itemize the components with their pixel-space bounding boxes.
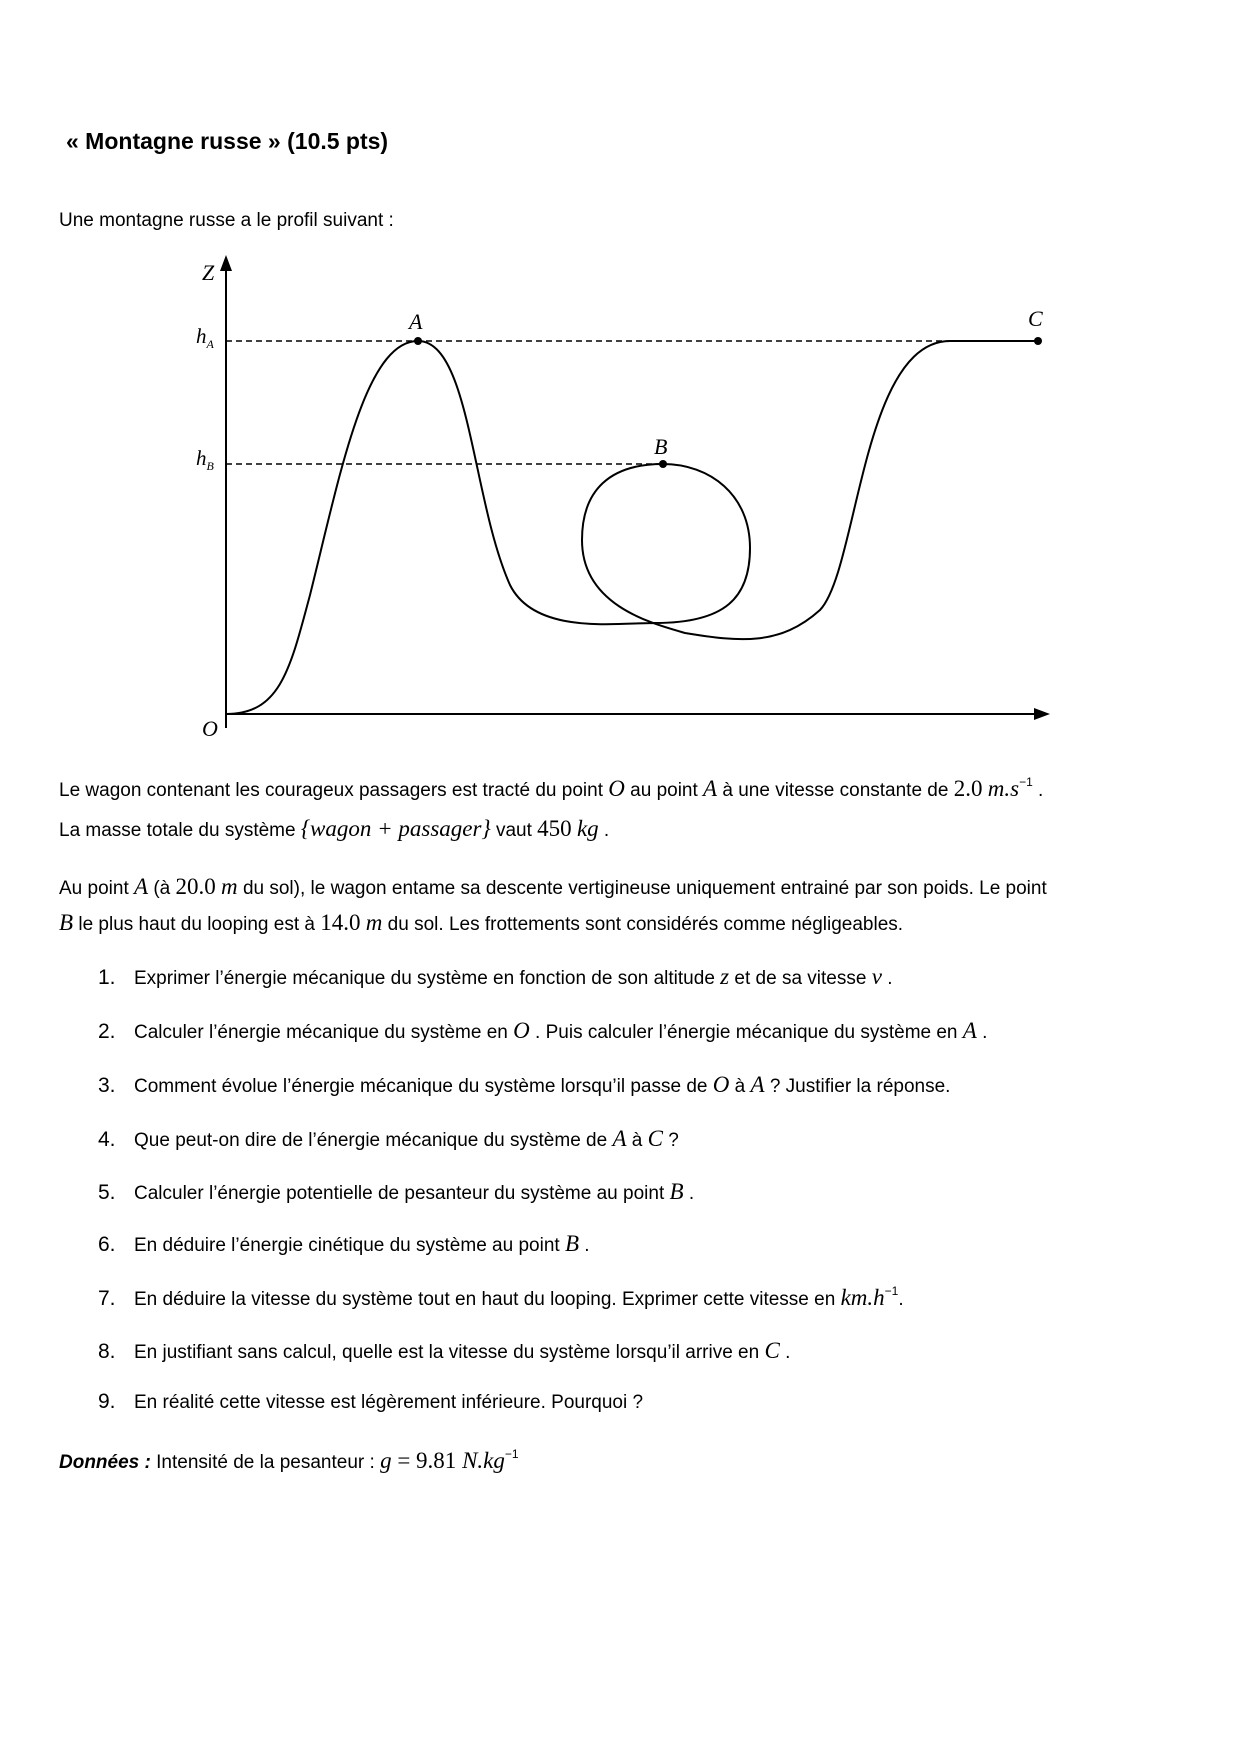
h-b-label: $h_B$ [196, 446, 214, 473]
paragraph-towing: Le wagon contenant les courageux passagers est tracté du point O au point A à une vitesse constante de 2.0 $m.s^{-1}$ . [59, 774, 1044, 801]
z-axis-arrow [220, 255, 232, 271]
question-4: 4. Que peut-on dire de l’énergie mécanique du système de A à C ? [98, 1126, 679, 1151]
data-section: Données : Intensité de la pesanteur : g = 9.81 $N.kg^{-1}$ [59, 1446, 519, 1473]
track-curve [226, 341, 1038, 714]
roller-coaster-diagram [180, 250, 1060, 750]
point-c-label: C [1028, 306, 1043, 331]
point-a-dot [414, 337, 422, 345]
question-9: 9. En réalité cette vitesse est légèrement inférieure. Pourquoi ? [98, 1390, 644, 1413]
question-2: 2. Calculer l’énergie mécanique du système en O . Puis calculer l’énergie mécanique du système en A . [98, 1018, 988, 1043]
question-1: 1. Exprimer l’énergie mécanique du système en fonction de son altitude z et de sa vitesse v . [98, 964, 893, 989]
question-5: 5. Calculer l’énergie potentielle de pesanteur du système au point B . [98, 1179, 695, 1204]
data-label: Données : [59, 1452, 151, 1473]
point-b-dot [659, 460, 667, 468]
point-b-label: B [654, 434, 668, 459]
z-axis-label: Z [202, 260, 215, 285]
point-a-label: A [409, 309, 423, 334]
question-7: 7. En déduire la vitesse du système tout en haut du looping. Exprimer cette vitesse en $km.h^{-1}$. [98, 1283, 904, 1310]
paragraph-looping: B le plus haut du looping est à 14.0 m du sol. Les frottements sont considérés comme négligeables. [59, 910, 904, 935]
question-3: 3. Comment évolue l’énergie mécanique du système lorsqu’il passe de O à A ? Justifier la réponse. [98, 1072, 951, 1097]
intro-text: Une montagne russe a le profil suivant : [59, 210, 394, 231]
h-a-label: $h_A$ [196, 324, 214, 351]
question-8: 8. En justifiant sans calcul, quelle est la vitesse du système lorsqu’il arrive en C . [98, 1338, 791, 1363]
point-c-dot [1034, 337, 1042, 345]
question-6: 6. En déduire l’énergie cinétique du système au point B . [98, 1231, 590, 1256]
paragraph-descent: Au point A (à 20.0 m du sol), le wagon entame sa descente vertigineuse uniquement entrainé par son poids. Le point [59, 874, 1047, 899]
paragraph-mass: La masse totale du système {wagon + passager} vaut 450 kg . [59, 816, 610, 841]
x-axis-arrow [1034, 708, 1050, 720]
exercise-title: « Montagne russe » (10.5 pts) [66, 128, 389, 154]
origin-label: O [202, 716, 218, 741]
